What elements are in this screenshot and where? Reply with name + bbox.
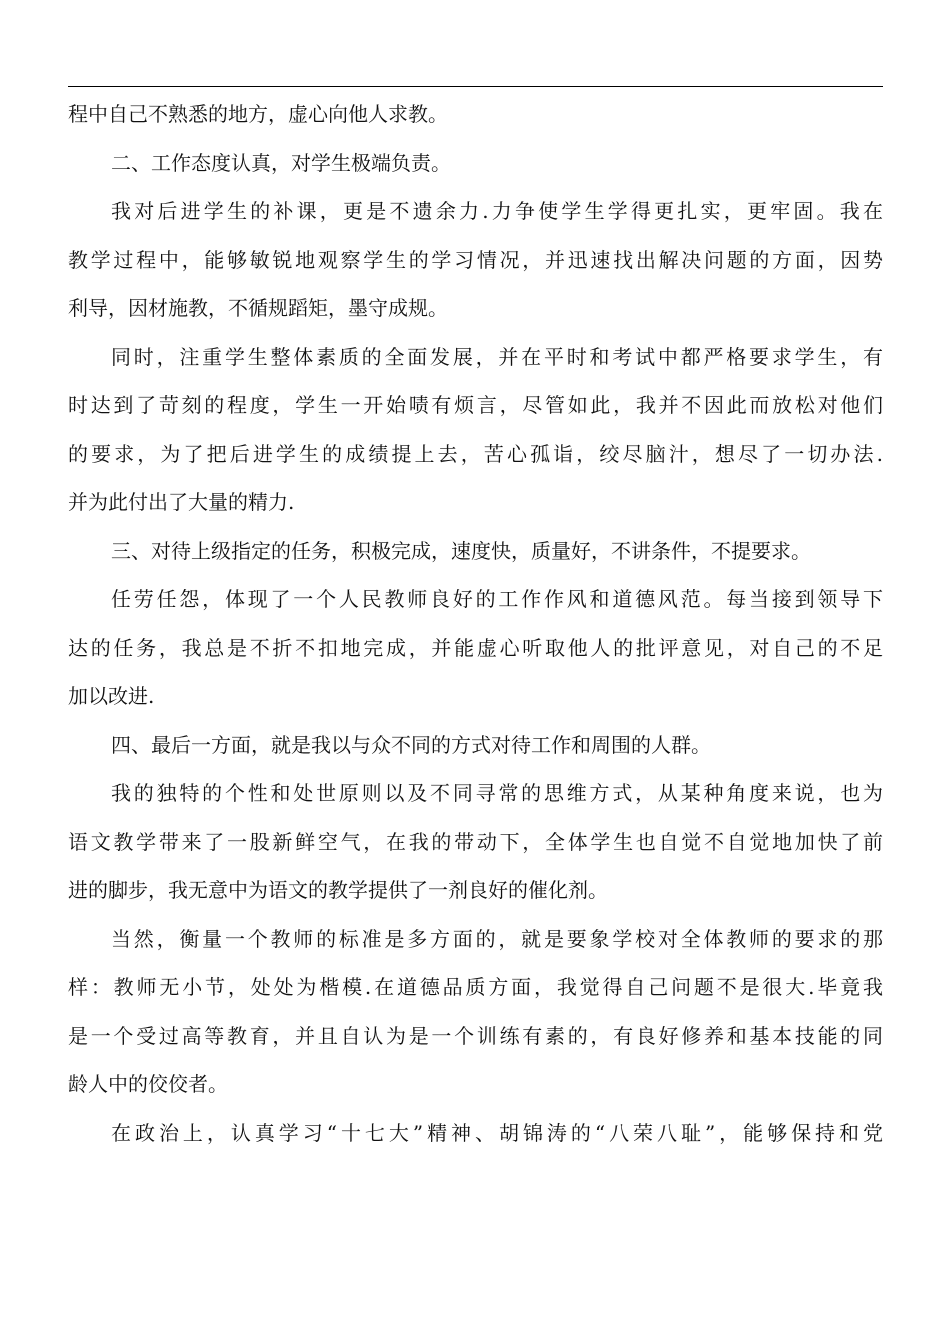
paragraph-line: 我的独特的个性和处世原则以及不同寻常的思维方式，从某种角度来说，也为 (111, 781, 883, 805)
paragraph-line: 是一个受过高等教育，并且自认为是一个训练有素的，有良好修养和基本技能的同 (68, 1023, 883, 1048)
paragraph-line: 达的任务，我总是不折不扣地完成，并能虚心听取他人的批评意见，对自己的不足 (68, 635, 883, 660)
header-rule (68, 86, 883, 87)
paragraph-line: 进的脚步，我无意中为语文的教学提供了一剂良好的催化剂。 (68, 878, 608, 902)
body-text (68, 90, 883, 1157)
paragraph-line: 语文教学带来了一股新鲜空气，在我的带动下，全体学生也自觉不自觉地加快了前 (68, 829, 883, 854)
paragraph-line: 任劳任怨，体现了一个人民教师良好的工作作风和道德风范。每当接到领导下 (111, 587, 883, 611)
paragraph-line: 龄人中的佼佼者。 (68, 1072, 228, 1096)
paragraph-line: 时达到了苛刻的程度，学生一开始啧有烦言，尽管如此，我并不因此而放松对他们 (68, 393, 883, 417)
paragraph-line: 教学过程中，能够敏锐地观察学生的学习情况，并迅速找出解决问题的方面，因势 (68, 247, 883, 272)
paragraph-line: 样：教师无小节，处处为楷模.在道德品质方面，我觉得自己问题不是很大.毕竟我 (68, 975, 883, 999)
paragraph-line: 同时，注重学生整体素质的全面发展，并在平时和考试中都严格要求学生，有 (111, 344, 883, 369)
paragraph-line: 程中自己不熟悉的地方，虚心向他人求教。 (68, 102, 448, 126)
paragraph-line: 的要求，为了把后进学生的成绩提上去，苦心孤诣，绞尽脑汁，想尽了一切办法. (68, 441, 883, 466)
paragraph-line: 我对后进学生的补课，更是不遗余力.力争使学生学得更扎实，更牢固。我在 (111, 199, 883, 223)
paragraph-line: 二、工作态度认真，对学生极端负责。 (111, 150, 451, 175)
paragraph-line: 加以改进. (68, 684, 155, 708)
paragraph-line: 三、对待上级指定的任务，积极完成，速度快，质量好，不讲条件，不提要求。 (111, 538, 811, 563)
paragraph-line: 当然，衡量一个教师的标准是多方面的，就是要象学校对全体教师的要求的那 (111, 926, 883, 951)
paragraph-line: 并为此付出了大量的精力. (68, 490, 295, 514)
paragraph-line: 利导，因材施教，不循规蹈矩，墨守成规。 (68, 296, 448, 320)
paragraph-line: 四、最后一方面，就是我以与众不同的方式对待工作和周围的人群。 (111, 732, 711, 757)
paragraph-line: 在政治上，认真学习“十七大”精神、胡锦涛的“八荣八耻”，能够保持和党 (111, 1120, 883, 1145)
